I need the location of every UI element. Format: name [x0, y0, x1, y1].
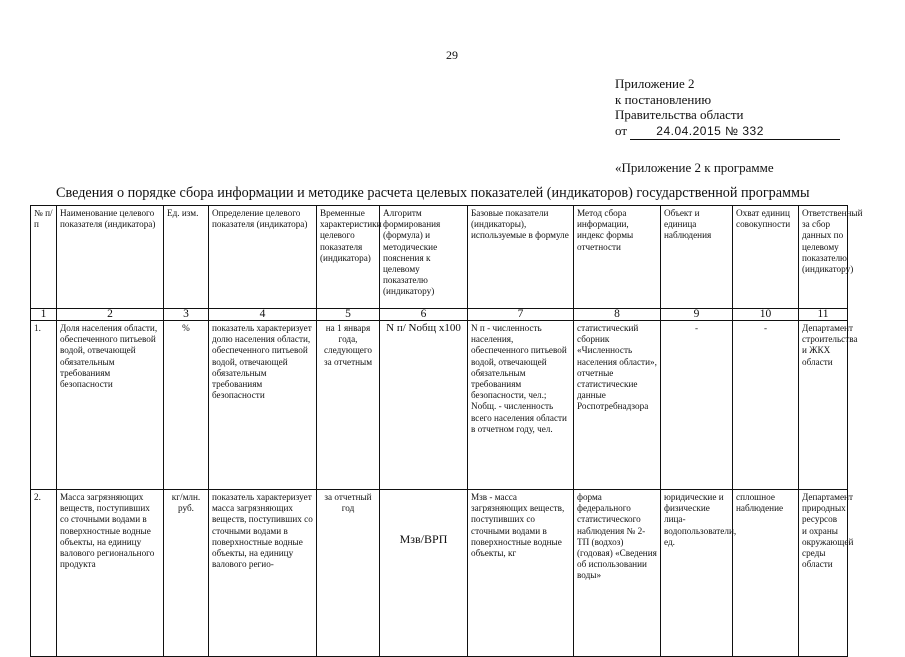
header-cell: Охват единиц совокупности: [733, 206, 799, 309]
formula: Мзв/ВРП: [380, 490, 468, 657]
formula: N п/ Nобщ x100: [380, 321, 468, 490]
time-characteristic: на 1 января года, следующего за отчетным: [317, 321, 380, 490]
collection-method: форма федерального статистического наблюдения № 2-ТП (водхоз) (годовая) «Сведения об использовании воды»: [574, 490, 661, 657]
unit: кг/млн. руб.: [164, 490, 209, 657]
header-cell: Метод сбора информации, индекс формы отчетности: [574, 206, 661, 309]
definition: показатель характеризует долю населения области, обеспеченного питьевой водой, отвечающей обязательным требованиям безопасности: [209, 321, 317, 490]
column-number-row: [31, 309, 848, 321]
header-cell: Временные характеристики целевого показателя (индикатора): [317, 206, 380, 309]
table-title: Сведения о порядке сбора информации и методике расчета целевых показателей (индикаторов) государственной программы: [56, 185, 810, 201]
time-characteristic: за отчетный год: [317, 490, 380, 657]
base-indicators: Мзв - масса загрязняющих веществ, поступивших со сточными водами в поверхностные водные объекты, кг: [468, 490, 574, 657]
row-number: 2.: [31, 490, 57, 657]
header-cell: Определение целевого показателя (индикатора): [209, 206, 317, 309]
order-date-prefix: от: [615, 122, 628, 138]
header-cell: Ответственный за сбор данных по целевому показателю (индикатору): [799, 206, 848, 309]
header-cell: № п/п: [31, 206, 57, 309]
header-cell: Объект и единица наблюдения: [661, 206, 733, 309]
indicator-name: Масса загрязняющих веществ, поступивших со сточными водами в поверхностные водные объекты, на единицу валового регионального продукта: [57, 490, 164, 657]
appendix-line-2: к постановлению: [615, 91, 712, 107]
column-number: 5: [317, 309, 380, 321]
header-cell: Базовые показатели (индикаторы), используемые в формуле: [468, 206, 574, 309]
column-number: 4: [209, 309, 317, 321]
column-number: 8: [574, 309, 661, 321]
responsible: Департамент природных ресурсов и охраны окружающей среды области: [799, 490, 848, 657]
base-indicators: N п - численность населения, обеспеченного питьевой водой, отвечающей обязательным требованиям безопасности, чел.; Nобщ. - численность всего населения области в отчетном году, чел.: [468, 321, 574, 490]
program-reference: «Приложение 2 к программе: [615, 160, 774, 175]
indicator-name: Доля населения области, обеспеченного питьевой водой, отвечающей обязательным требованиям безопасности: [57, 321, 164, 490]
column-number: 6: [380, 309, 468, 321]
column-number: 3: [164, 309, 209, 321]
responsible: Департамент строительства и ЖКХ области: [799, 321, 848, 490]
unit: %: [164, 321, 209, 490]
order-date-field: [630, 123, 840, 141]
header-row: [31, 206, 848, 309]
column-number: 10: [733, 309, 799, 321]
row-number: 1.: [31, 321, 57, 490]
table-row: [31, 321, 848, 490]
column-number: 2: [57, 309, 164, 321]
definition: показатель характеризует масса загрязняющих веществ, поступивших со сточными водами в поверхностные водные объекты, на единицу валового регио-: [209, 490, 317, 657]
appendix-header: [615, 76, 840, 140]
coverage: -: [733, 321, 799, 490]
appendix-line-4: [615, 123, 840, 141]
header-cell: Ед. изм.: [164, 206, 209, 309]
column-number: 9: [661, 309, 733, 321]
collection-method: статистический сборник «Численность населения области», отчетные статистические данные Роспотребнадзора: [574, 321, 661, 490]
column-number: 11: [799, 309, 848, 321]
page-number: 29: [446, 48, 458, 62]
column-number: 1: [31, 309, 57, 321]
observation-object: -: [661, 321, 733, 490]
table-row: [31, 490, 848, 657]
indicators-table: [30, 205, 863, 657]
header-cell: Наименование целевого показателя (индикатора): [57, 206, 164, 309]
order-date-value: 24.04.2015 № 332: [656, 123, 764, 138]
header-cell: Алгоритм формирования (формула) и методические пояснения к целевому показателю (индикатору): [380, 206, 468, 309]
column-number: 7: [468, 309, 574, 321]
observation-object: юридические и физические лица-водопользователи, ед.: [661, 490, 733, 657]
appendix-line-3: Правительства области: [615, 107, 744, 122]
appendix-line-1: Приложение 2: [615, 76, 695, 91]
coverage: сплошное наблюдение: [733, 490, 799, 657]
